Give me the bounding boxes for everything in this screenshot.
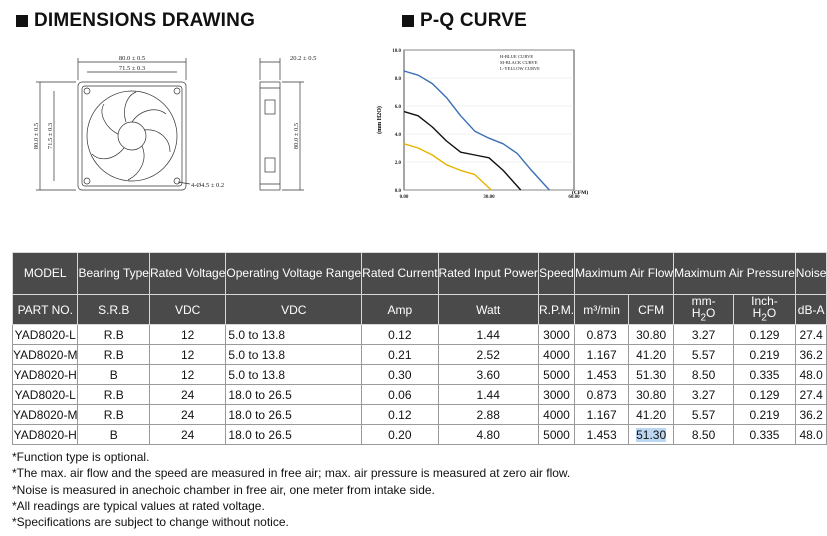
cell-power: 2.88 — [438, 405, 538, 425]
header-row — [13, 253, 827, 295]
bullet-square-icon — [16, 15, 28, 27]
dim-width-outer: 80.0 ± 0.5 — [118, 55, 146, 62]
cell-airflow-m3min: 1.453 — [575, 365, 629, 385]
header-inchh2o: Inch- $H_2O$ — [734, 295, 796, 325]
cell-airflow-m3min: 0.873 — [575, 325, 629, 345]
plot-area — [404, 50, 574, 190]
cell-pressure-mmh2o: 3.27 — [674, 385, 734, 405]
dim-width-inner: 71.5 ± 0.3 — [118, 65, 146, 72]
header-part-no: PART NO. — [13, 295, 78, 325]
header-current: Rated Current — [362, 253, 438, 295]
table-row — [13, 365, 827, 385]
cell-noise: 36.2 — [795, 405, 827, 425]
cell-airflow-m3min: 1.167 — [575, 345, 629, 365]
cell-airflow-m3min: 1.167 — [575, 405, 629, 425]
cell-pressure-mmh2o: 3.27 — [674, 325, 734, 345]
cell-rated-voltage: 12 — [149, 365, 225, 385]
cell-voltage-range: 5.0 to 13.8 — [226, 365, 362, 385]
header-vdc: VDC — [149, 295, 225, 325]
header-amp: Amp — [362, 295, 438, 325]
y-tick-label: 8.0 — [394, 77, 401, 82]
y-tick-label: 2.0 — [394, 161, 401, 166]
cell-part-no: YAD8020-L — [13, 385, 78, 405]
cell-speed: 5000 — [538, 365, 574, 385]
header-noise: Noise — [795, 253, 827, 295]
cell-pressure-inchh2o: 0.335 — [734, 425, 796, 445]
cell-speed: 4000 — [538, 345, 574, 365]
cell-airflow-cfm: 30.80 — [629, 325, 674, 345]
y-axis-label: (mm H2O) — [377, 106, 383, 134]
header-mmh2o: mm- $H_2O$ — [674, 295, 734, 325]
cell-airflow-m3min: 1.453 — [575, 425, 629, 445]
y-tick-label: 10.0 — [392, 49, 401, 54]
dim-side-height: 80.0 ± 0.5 — [293, 122, 300, 150]
header-voltage: Rated Voltage — [149, 253, 225, 295]
dim-depth: 20.2 ± 0.5 — [290, 55, 317, 62]
cell-speed: 3000 — [538, 385, 574, 405]
x-tick-label: 0.00 — [399, 195, 409, 200]
header-bearing: Bearing Type — [78, 253, 150, 295]
cell-bearing: R.B — [78, 405, 150, 425]
unit-row — [13, 295, 827, 325]
cell-airflow-cfm: 30.80 — [629, 385, 674, 405]
cell-pressure-mmh2o: 5.57 — [674, 345, 734, 365]
cell-bearing: R.B — [78, 345, 150, 365]
cell-pressure-inchh2o: 0.219 — [734, 345, 796, 365]
cell-current: 0.20 — [362, 425, 438, 445]
cell-bearing: R.B — [78, 325, 150, 345]
note: *Function type is optional. — [12, 450, 150, 464]
header-dba: dB-A — [795, 295, 827, 325]
y-tick-label: 6.0 — [394, 105, 401, 110]
bullet-square-icon — [402, 15, 414, 27]
dimensions-heading — [16, 10, 255, 32]
pq-curve-chart — [372, 44, 594, 214]
cell-airflow-cfm: 51.30 — [629, 365, 674, 385]
cell-power: 2.52 — [438, 345, 538, 365]
table-row — [13, 425, 827, 445]
cell-current: 0.12 — [362, 325, 438, 345]
note: *All readings are typical values at rated voltage. — [12, 498, 265, 513]
table-row — [13, 345, 827, 365]
cell-voltage-range: 5.0 to 13.8 — [226, 325, 362, 345]
cell-airflow-cfm: 41.20 — [629, 345, 674, 365]
x-tick-label: 60.00 — [568, 195, 580, 200]
note: *The max. air flow and the speed are measured in free air; max. air pressure is measured at zero air flow. — [12, 466, 571, 481]
header-speed: Speed — [538, 253, 574, 295]
legend-entry-black: M-BLACK CURVE — [500, 60, 538, 65]
cell-pressure-mmh2o: 8.50 — [674, 365, 734, 385]
note: *Noise is measured in anechoic chamber in free air, one meter from intake side. — [12, 482, 435, 497]
y-tick-label: 4.0 — [394, 133, 401, 138]
x-tick-label: 30.00 — [483, 195, 495, 200]
cell-rated-voltage: 24 — [149, 385, 225, 405]
cell-current: 0.30 — [362, 365, 438, 385]
header-power: Rated Input Power — [438, 253, 538, 295]
cell-speed: 4000 — [538, 405, 574, 425]
cell-power: 4.80 — [438, 425, 538, 445]
cell-power: 3.60 — [438, 365, 538, 385]
x-axis-label: (CFM) — [572, 190, 589, 196]
notes — [12, 449, 570, 530]
cell-part-no: YAD8020-H — [13, 425, 78, 445]
cell-pressure-inchh2o: 0.129 — [734, 325, 796, 345]
cell-speed: 5000 — [538, 425, 574, 445]
cell-noise: 48.0 — [795, 425, 827, 445]
cell-pressure-inchh2o: 0.219 — [734, 405, 796, 425]
header-m3min: m³/min — [575, 295, 629, 325]
cell-power: 1.44 — [438, 325, 538, 345]
header-model: MODEL — [13, 253, 78, 295]
cell-voltage-range: 18.0 to 26.5 — [226, 425, 362, 445]
cell-part-no: YAD8020-M — [13, 405, 78, 425]
cell-current: 0.12 — [362, 405, 438, 425]
cell-rated-voltage: 24 — [149, 425, 225, 445]
cell-noise: 48.0 — [795, 365, 827, 385]
header-srb: S.R.B — [78, 295, 150, 325]
note: *Specifications are subject to change without notice. — [12, 515, 289, 530]
header-operating: Operating Voltage Range — [226, 253, 362, 295]
table-row — [13, 325, 827, 345]
cell-bearing: B — [78, 425, 150, 445]
cell-pressure-mmh2o: 5.57 — [674, 405, 734, 425]
cell-part-no: YAD8020-M — [13, 345, 78, 365]
cell-pressure-inchh2o: 0.129 — [734, 385, 796, 405]
header-airflow: Maximum Air Flow — [575, 253, 674, 295]
legend-entry-yellow: L-YELLOW CURVE — [500, 66, 540, 71]
cell-airflow-cfm: 41.20 — [629, 405, 674, 425]
cell-pressure-mmh2o: 8.50 — [674, 425, 734, 445]
cell-airflow-cfm — [629, 425, 674, 445]
cell-rated-voltage: 12 — [149, 325, 225, 345]
pq-heading — [402, 10, 527, 32]
header-pressure: Maximum Air Pressure — [674, 253, 796, 295]
cell-rated-voltage: 12 — [149, 345, 225, 365]
cell-part-no: YAD8020-H — [13, 365, 78, 385]
cell-noise: 36.2 — [795, 345, 827, 365]
header-rpm: R.P.M. — [538, 295, 574, 325]
cell-bearing: R.B — [78, 385, 150, 405]
header-vdc-range: VDC — [226, 295, 362, 325]
header-cfm: CFM — [629, 295, 674, 325]
cell-bearing: B — [78, 365, 150, 385]
dim-height-outer: 80.0 ± 0.5 — [33, 122, 40, 150]
table-row — [13, 405, 827, 425]
cell-airflow-m3min: 0.873 — [575, 385, 629, 405]
dim-height-inner: 71.5 ± 0.3 — [47, 122, 54, 150]
legend-entry-blue: H-BLUE CURVE — [500, 54, 534, 59]
cell-rated-voltage: 24 — [149, 405, 225, 425]
header-watt: Watt — [438, 295, 538, 325]
cell-part-no: YAD8020-L — [13, 325, 78, 345]
selected-text[interactable]: 51.30 — [636, 427, 667, 442]
cell-voltage-range: 18.0 to 26.5 — [226, 405, 362, 425]
dim-holes: 4-Ø4.5 ± 0.2 — [191, 182, 225, 189]
dimensions-heading-text: DIMENSIONS DRAWING — [34, 10, 256, 31]
cell-speed: 3000 — [538, 325, 574, 345]
cell-voltage-range: 5.0 to 13.8 — [226, 345, 362, 365]
cell-power: 1.44 — [438, 385, 538, 405]
y-tick-label: 0.0 — [394, 189, 401, 194]
cell-current: 0.06 — [362, 385, 438, 405]
cell-noise: 27.4 — [795, 325, 827, 345]
spec-table — [12, 252, 827, 445]
pq-heading-text: P-Q CURVE — [420, 10, 528, 31]
cell-voltage-range: 18.0 to 26.5 — [226, 385, 362, 405]
cell-pressure-inchh2o: 0.335 — [734, 365, 796, 385]
table-row — [13, 385, 827, 405]
cell-noise: 27.4 — [795, 385, 827, 405]
dimensions-drawing — [18, 50, 358, 210]
cell-current: 0.21 — [362, 345, 438, 365]
